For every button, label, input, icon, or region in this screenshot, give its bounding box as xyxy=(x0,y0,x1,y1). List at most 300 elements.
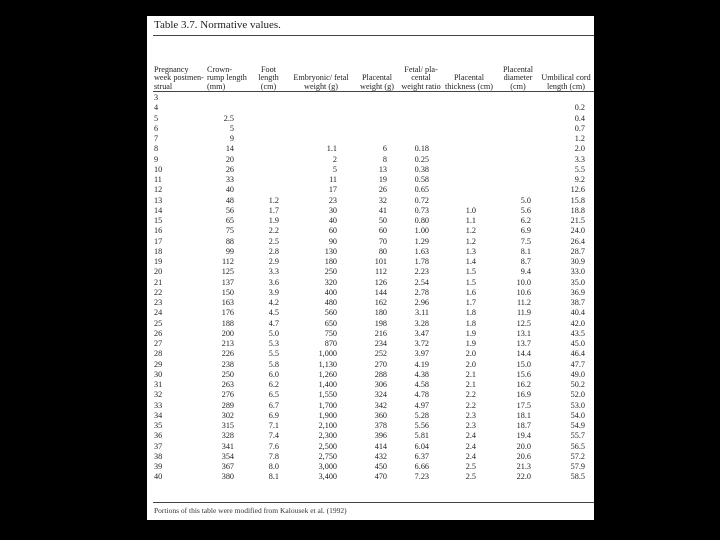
cell-weight-ratio: 5.56 xyxy=(414,421,429,430)
cell-placental-weight: 32 xyxy=(378,195,387,205)
cell-cord-length: 3.3 xyxy=(574,154,585,164)
table-row xyxy=(147,257,594,267)
cell-placental-diameter: 21.3 xyxy=(516,462,531,471)
cell-week: 30 xyxy=(154,369,163,379)
cell-placental-weight: 470 xyxy=(374,472,387,482)
cell-week: 31 xyxy=(154,380,163,389)
cell-foot-length: 2.9 xyxy=(268,257,279,266)
cell-weight-ratio: 0.58 xyxy=(414,175,429,184)
table-row xyxy=(147,93,594,103)
cell-cord-length: 0.2 xyxy=(574,103,585,113)
cell-cord-length: 2.0 xyxy=(574,144,585,154)
cell-placental-thickness: 2.4 xyxy=(465,441,476,451)
cell-placental-thickness: 1.3 xyxy=(465,246,476,256)
footer-rule xyxy=(153,502,594,503)
cell-week: 9 xyxy=(154,154,159,164)
cell-weight-ratio: 3.97 xyxy=(414,349,429,359)
cell-placental-thickness: 2.3 xyxy=(465,421,476,430)
cell-crown-rump: 75 xyxy=(225,226,234,236)
cell-week: 14 xyxy=(154,205,163,215)
cell-cord-length: 49.0 xyxy=(570,369,585,379)
cell-placental-diameter: 18.7 xyxy=(516,421,531,430)
cell-week: 32 xyxy=(154,390,163,400)
table-row xyxy=(147,308,594,318)
cell-fetal-weight: 3,400 xyxy=(318,472,337,482)
cell-placental-weight: 80 xyxy=(378,246,387,256)
cell-fetal-weight: 650 xyxy=(324,318,337,328)
table-row xyxy=(147,216,594,226)
cell-fetal-weight: 870 xyxy=(324,339,337,348)
cell-weight-ratio: 2.23 xyxy=(414,267,429,277)
table-row xyxy=(147,196,594,206)
cell-week: 21 xyxy=(154,277,163,287)
cell-fetal-weight: 2 xyxy=(332,154,337,164)
cell-placental-diameter: 20.0 xyxy=(516,441,531,451)
cell-week: 4 xyxy=(154,103,159,113)
table-row xyxy=(147,144,594,154)
cell-placental-diameter: 11.9 xyxy=(516,308,531,318)
cell-week: 34 xyxy=(154,410,163,420)
table-row xyxy=(147,349,594,359)
cell-week: 37 xyxy=(154,441,163,451)
table-row xyxy=(147,452,594,462)
cell-crown-rump: 2.5 xyxy=(223,113,234,123)
cell-placental-diameter: 17.5 xyxy=(516,400,531,410)
header-cord-length: Umbilical cord length (cm) xyxy=(541,73,591,91)
cell-cord-length: 35.0 xyxy=(570,277,585,287)
cell-cord-length: 0.4 xyxy=(574,113,585,123)
cell-week: 7 xyxy=(154,134,159,143)
header-pregnancy-week: Pregnancy week postmen-strual xyxy=(154,65,204,91)
cell-crown-rump: 176 xyxy=(221,308,234,318)
cell-week: 3 xyxy=(154,93,159,102)
header-rule xyxy=(153,91,594,92)
table-footnote: Portions of this table were modified from Kalousek et al. (1992) xyxy=(154,506,347,515)
table-row xyxy=(147,114,594,124)
cell-placental-diameter: 10.6 xyxy=(516,287,531,297)
cell-crown-rump: 328 xyxy=(221,431,234,441)
cell-cord-length: 12.6 xyxy=(570,185,585,195)
cell-weight-ratio: 0.80 xyxy=(414,216,429,225)
table-caption: Table 3.7. Normative values. xyxy=(154,19,281,31)
cell-weight-ratio: 3.28 xyxy=(414,318,429,328)
table-row xyxy=(147,134,594,144)
cell-cord-length: 15.8 xyxy=(570,195,585,205)
cell-placental-thickness: 1.9 xyxy=(465,339,476,348)
cell-cord-length: 50.2 xyxy=(570,380,585,389)
cell-crown-rump: 40 xyxy=(225,185,234,195)
cell-fetal-weight: 750 xyxy=(324,328,337,338)
cell-crown-rump: 150 xyxy=(221,287,234,297)
cell-crown-rump: 263 xyxy=(221,380,234,389)
cell-weight-ratio: 0.65 xyxy=(414,185,429,195)
cell-crown-rump: 125 xyxy=(221,267,234,277)
cell-placental-diameter: 15.0 xyxy=(516,359,531,369)
cell-cord-length: 5.5 xyxy=(574,164,585,174)
cell-week: 23 xyxy=(154,298,163,307)
cell-placental-thickness: 2.4 xyxy=(465,451,476,461)
cell-weight-ratio: 0.73 xyxy=(414,205,429,215)
header-placental-diameter: Placental diameter (cm) xyxy=(502,65,533,91)
cell-placental-diameter: 9.4 xyxy=(520,267,531,277)
header-foot-length: Foot length (cm) xyxy=(258,65,279,91)
cell-weight-ratio: 1.63 xyxy=(414,246,429,256)
table-row xyxy=(147,185,594,195)
cell-foot-length: 1.9 xyxy=(268,216,279,225)
cell-crown-rump: 289 xyxy=(221,400,234,410)
cell-fetal-weight: 1,400 xyxy=(318,380,337,389)
cell-week: 25 xyxy=(154,318,163,328)
cell-cord-length: 18.8 xyxy=(570,205,585,215)
cell-placental-weight: 342 xyxy=(374,400,387,410)
cell-fetal-weight: 1,700 xyxy=(318,400,337,410)
cell-placental-thickness: 2.0 xyxy=(465,349,476,359)
cell-cord-length: 9.2 xyxy=(574,175,585,184)
cell-crown-rump: 9 xyxy=(229,134,234,143)
cell-weight-ratio: 5.81 xyxy=(414,431,429,441)
cell-placental-diameter: 12.5 xyxy=(516,318,531,328)
cell-week: 8 xyxy=(154,144,159,154)
cell-fetal-weight: 60 xyxy=(328,226,337,236)
cell-placental-diameter: 16.2 xyxy=(516,380,531,389)
cell-foot-length: 2.8 xyxy=(268,246,279,256)
cell-week: 13 xyxy=(154,195,163,205)
cell-placental-diameter: 10.0 xyxy=(516,277,531,287)
cell-weight-ratio: 6.66 xyxy=(414,462,429,471)
cell-crown-rump: 163 xyxy=(221,298,234,307)
cell-crown-rump: 65 xyxy=(225,216,234,225)
cell-cord-length: 30.9 xyxy=(570,257,585,266)
table-row xyxy=(147,329,594,339)
cell-foot-length: 8.0 xyxy=(268,462,279,471)
cell-cord-length: 57.2 xyxy=(570,451,585,461)
cell-fetal-weight: 2,100 xyxy=(318,421,337,430)
cell-cord-length: 57.9 xyxy=(570,462,585,471)
cell-foot-length: 1.7 xyxy=(268,205,279,215)
cell-week: 18 xyxy=(154,246,163,256)
cell-crown-rump: 26 xyxy=(225,164,234,174)
cell-weight-ratio: 0.72 xyxy=(414,195,429,205)
cell-placental-thickness: 2.5 xyxy=(465,472,476,482)
cell-week: 11 xyxy=(154,175,162,184)
cell-fetal-weight: 1.1 xyxy=(326,144,337,154)
cell-weight-ratio: 7.23 xyxy=(414,472,429,482)
cell-foot-length: 6.2 xyxy=(268,380,279,389)
cell-placental-weight: 252 xyxy=(374,349,387,359)
cell-crown-rump: 5 xyxy=(229,123,234,133)
cell-placental-weight: 180 xyxy=(374,308,387,318)
cell-foot-length: 8.1 xyxy=(268,472,279,482)
cell-fetal-weight: 23 xyxy=(328,195,337,205)
cell-weight-ratio: 0.18 xyxy=(414,144,429,154)
cell-weight-ratio: 0.25 xyxy=(414,154,429,164)
cell-fetal-weight: 3,000 xyxy=(318,462,337,471)
table-row xyxy=(147,247,594,257)
cell-week: 19 xyxy=(154,257,163,266)
table-row xyxy=(147,237,594,247)
cell-foot-length: 6.7 xyxy=(268,400,279,410)
table-row xyxy=(147,278,594,288)
cell-placental-weight: 306 xyxy=(374,380,387,389)
cell-fetal-weight: 90 xyxy=(328,236,337,246)
cell-week: 26 xyxy=(154,328,163,338)
cell-placental-thickness: 2.5 xyxy=(465,462,476,471)
cell-cord-length: 54.9 xyxy=(570,421,585,430)
header-weight-ratio: Fetal/ pla-cental weight ratio xyxy=(401,65,441,91)
cell-placental-thickness: 2.0 xyxy=(465,359,476,369)
cell-foot-length: 7.4 xyxy=(268,431,279,441)
cell-placental-weight: 41 xyxy=(378,205,387,215)
cell-placental-weight: 378 xyxy=(374,421,387,430)
cell-crown-rump: 367 xyxy=(221,462,234,471)
cell-placental-thickness: 1.6 xyxy=(465,287,476,297)
cell-fetal-weight: 130 xyxy=(324,246,337,256)
cell-week: 33 xyxy=(154,400,163,410)
cell-fetal-weight: 320 xyxy=(324,277,337,287)
cell-crown-rump: 33 xyxy=(225,175,234,184)
table-row xyxy=(147,319,594,329)
cell-foot-length: 4.7 xyxy=(268,318,279,328)
cell-placental-diameter: 16.9 xyxy=(516,390,531,400)
cell-placental-diameter: 8.1 xyxy=(520,246,531,256)
cell-foot-length: 7.6 xyxy=(268,441,279,451)
cell-foot-length: 5.3 xyxy=(268,339,279,348)
cell-placental-thickness: 1.8 xyxy=(465,308,476,318)
cell-placental-weight: 432 xyxy=(374,451,387,461)
cell-week: 27 xyxy=(154,339,163,348)
cell-week: 6 xyxy=(154,123,159,133)
cell-foot-length: 3.9 xyxy=(268,287,279,297)
table-row xyxy=(147,298,594,308)
cell-cord-length: 42.0 xyxy=(570,318,585,328)
cell-foot-length: 7.8 xyxy=(268,451,279,461)
cell-placental-thickness: 1.9 xyxy=(465,328,476,338)
table-row xyxy=(147,472,594,482)
cell-week: 24 xyxy=(154,308,163,318)
cell-cord-length: 28.7 xyxy=(570,246,585,256)
cell-week: 5 xyxy=(154,113,159,123)
cell-crown-rump: 137 xyxy=(221,277,234,287)
cell-placental-weight: 396 xyxy=(374,431,387,441)
cell-placental-diameter: 8.7 xyxy=(520,257,531,266)
cell-placental-weight: 112 xyxy=(375,267,387,277)
cell-cord-length: 53.0 xyxy=(570,400,585,410)
cell-week: 36 xyxy=(154,431,163,441)
cell-cord-length: 36.9 xyxy=(570,287,585,297)
cell-crown-rump: 200 xyxy=(221,328,234,338)
table-row xyxy=(147,339,594,349)
cell-fetal-weight: 1,900 xyxy=(318,410,337,420)
cell-crown-rump: 48 xyxy=(225,195,234,205)
cell-crown-rump: 250 xyxy=(221,369,234,379)
cell-placental-diameter: 5.0 xyxy=(520,195,531,205)
cell-foot-length: 4.5 xyxy=(268,308,279,318)
cell-weight-ratio: 3.72 xyxy=(414,339,429,348)
cell-weight-ratio: 4.38 xyxy=(414,369,429,379)
cell-fetal-weight: 1,550 xyxy=(318,390,337,400)
cell-placental-diameter: 6.2 xyxy=(520,216,531,225)
cell-fetal-weight: 11 xyxy=(329,175,337,184)
table-row xyxy=(147,226,594,236)
cell-placental-thickness: 1.0 xyxy=(465,205,476,215)
cell-crown-rump: 14 xyxy=(225,144,234,154)
cell-placental-weight: 60 xyxy=(378,226,387,236)
cell-foot-length: 2.2 xyxy=(268,226,279,236)
table-row xyxy=(147,380,594,390)
cell-fetal-weight: 400 xyxy=(324,287,337,297)
cell-crown-rump: 302 xyxy=(221,410,234,420)
cell-crown-rump: 315 xyxy=(221,421,234,430)
cell-placental-diameter: 15.6 xyxy=(516,369,531,379)
cell-cord-length: 56.5 xyxy=(570,441,585,451)
table-row xyxy=(147,431,594,441)
table-row xyxy=(147,103,594,113)
cell-cord-length: 55.7 xyxy=(570,431,585,441)
cell-placental-thickness: 1.4 xyxy=(465,257,476,266)
cell-placental-weight: 19 xyxy=(378,175,387,184)
table-row xyxy=(147,401,594,411)
cell-placental-weight: 414 xyxy=(374,441,387,451)
cell-weight-ratio: 2.78 xyxy=(414,287,429,297)
cell-weight-ratio: 1.29 xyxy=(414,236,429,246)
cell-cord-length: 0.7 xyxy=(574,123,585,133)
cell-placental-weight: 216 xyxy=(374,328,387,338)
cell-foot-length: 5.0 xyxy=(268,328,279,338)
cell-cord-length: 54.0 xyxy=(570,410,585,420)
cell-weight-ratio: 2.54 xyxy=(414,277,429,287)
cell-week: 17 xyxy=(154,236,163,246)
cell-week: 15 xyxy=(154,216,163,225)
table-row xyxy=(147,411,594,421)
cell-week: 20 xyxy=(154,267,163,277)
cell-crown-rump: 99 xyxy=(225,246,234,256)
cell-weight-ratio: 6.04 xyxy=(414,441,429,451)
cell-week: 38 xyxy=(154,451,163,461)
table-row xyxy=(147,267,594,277)
header-placental-weight: Placental weight (g) xyxy=(360,73,394,91)
cell-foot-length: 1.2 xyxy=(268,195,279,205)
cell-fetal-weight: 40 xyxy=(328,216,337,225)
cell-placental-thickness: 1.7 xyxy=(465,298,476,307)
table-row xyxy=(147,175,594,185)
cell-week: 29 xyxy=(154,359,163,369)
cell-crown-rump: 380 xyxy=(221,472,234,482)
cell-foot-length: 6.9 xyxy=(268,410,279,420)
cell-crown-rump: 112 xyxy=(222,257,234,266)
cell-crown-rump: 354 xyxy=(221,451,234,461)
cell-placental-diameter: 14.4 xyxy=(516,349,531,359)
cell-fetal-weight: 2,750 xyxy=(318,451,337,461)
cell-weight-ratio: 4.78 xyxy=(414,390,429,400)
table-row xyxy=(147,370,594,380)
cell-foot-length: 3.6 xyxy=(268,277,279,287)
cell-week: 12 xyxy=(154,185,163,195)
cell-fetal-weight: 2,500 xyxy=(318,441,337,451)
cell-weight-ratio: 5.28 xyxy=(414,410,429,420)
cell-placental-diameter: 18.1 xyxy=(516,410,531,420)
table-row xyxy=(147,421,594,431)
cell-placental-weight: 13 xyxy=(378,164,387,174)
cell-placental-thickness: 2.4 xyxy=(465,431,476,441)
cell-fetal-weight: 180 xyxy=(324,257,337,266)
cell-week: 28 xyxy=(154,349,163,359)
cell-crown-rump: 188 xyxy=(221,318,234,328)
cell-placental-weight: 360 xyxy=(374,410,387,420)
cell-foot-length: 2.5 xyxy=(268,236,279,246)
cell-placental-diameter: 5.6 xyxy=(520,205,531,215)
cell-placental-weight: 101 xyxy=(374,257,387,266)
cell-cord-length: 1.2 xyxy=(574,134,585,143)
cell-crown-rump: 213 xyxy=(221,339,234,348)
cell-cord-length: 40.4 xyxy=(570,308,585,318)
cell-placental-weight: 288 xyxy=(374,369,387,379)
cell-cord-length: 47.7 xyxy=(570,359,585,369)
cell-placental-diameter: 13.7 xyxy=(516,339,531,348)
cell-placental-thickness: 1.2 xyxy=(465,236,476,246)
cell-week: 35 xyxy=(154,421,163,430)
table-row xyxy=(147,442,594,452)
cell-foot-length: 6.5 xyxy=(268,390,279,400)
table-row xyxy=(147,206,594,216)
cell-placental-weight: 324 xyxy=(374,390,387,400)
cell-placental-diameter: 11.2 xyxy=(516,298,531,307)
cell-cord-length: 33.0 xyxy=(570,267,585,277)
cell-fetal-weight: 30 xyxy=(328,205,337,215)
cell-placental-weight: 234 xyxy=(374,339,387,348)
cell-placental-diameter: 6.9 xyxy=(520,226,531,236)
table-row xyxy=(147,360,594,370)
cell-fetal-weight: 5 xyxy=(332,164,337,174)
cell-cord-length: 45.0 xyxy=(570,339,585,348)
cell-weight-ratio: 3.11 xyxy=(414,308,429,318)
table-row xyxy=(147,390,594,400)
cell-weight-ratio: 1.78 xyxy=(414,257,429,266)
cell-week: 22 xyxy=(154,287,163,297)
cell-cord-length: 52.0 xyxy=(570,390,585,400)
table-row xyxy=(147,165,594,175)
cell-placental-diameter: 13.1 xyxy=(516,328,531,338)
cell-crown-rump: 88 xyxy=(225,236,234,246)
cell-week: 40 xyxy=(154,472,163,482)
cell-placental-thickness: 2.1 xyxy=(465,369,476,379)
cell-fetal-weight: 2,300 xyxy=(318,431,337,441)
cell-placental-thickness: 1.5 xyxy=(465,267,476,277)
cell-crown-rump: 238 xyxy=(221,359,234,369)
cell-week: 16 xyxy=(154,226,163,236)
cell-fetal-weight: 1,260 xyxy=(318,369,337,379)
cell-placental-thickness: 1.8 xyxy=(465,318,476,328)
cell-crown-rump: 341 xyxy=(221,441,234,451)
cell-placental-diameter: 20.6 xyxy=(516,451,531,461)
cell-placental-weight: 450 xyxy=(374,462,387,471)
cell-placental-diameter: 19.4 xyxy=(516,431,531,441)
cell-cord-length: 38.7 xyxy=(570,298,585,307)
header-placental-thickness: Placental thickness (cm) xyxy=(445,73,493,91)
cell-placental-weight: 144 xyxy=(374,287,387,297)
cell-fetal-weight: 1,000 xyxy=(318,349,337,359)
cell-crown-rump: 20 xyxy=(225,154,234,164)
cell-week: 10 xyxy=(154,164,163,174)
cell-fetal-weight: 1,130 xyxy=(318,359,337,369)
cell-crown-rump: 56 xyxy=(225,205,234,215)
cell-placental-diameter: 7.5 xyxy=(520,236,531,246)
cell-placental-thickness: 1.1 xyxy=(465,216,476,225)
table-row xyxy=(147,155,594,165)
cell-weight-ratio: 4.58 xyxy=(414,380,429,389)
header-crown-rump-length: Crown-rump length (mm) xyxy=(207,65,247,91)
cell-cord-length: 46.4 xyxy=(570,349,585,359)
cell-cord-length: 43.5 xyxy=(570,328,585,338)
